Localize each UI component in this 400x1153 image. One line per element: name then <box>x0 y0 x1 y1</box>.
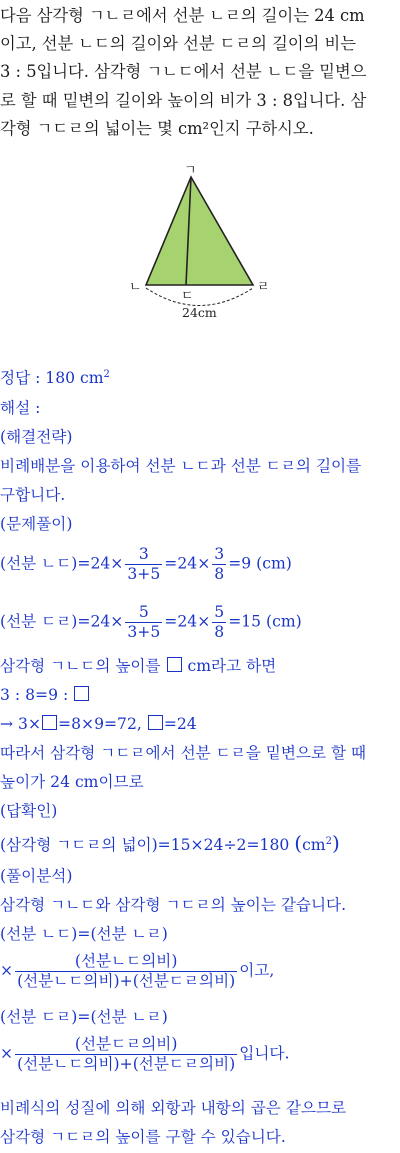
check-unit: cm <box>302 836 326 855</box>
explanation-label: 해설 : <box>0 399 41 417</box>
triangle-shape <box>146 177 253 285</box>
analysis-line-1: 삼각형 ㄱㄴㄷ와 삼각형 ㄱㄷㄹ의 높이는 같습니다. <box>0 896 347 914</box>
problem-line-1: 다음 삼각형 ㄱㄴㄹ에서 선분 ㄴㄹ의 길이는 24 cm <box>0 6 365 25</box>
eq2-num-2: 5 <box>214 603 225 621</box>
arrow-line <box>0 713 400 735</box>
check-paren-close: ) <box>331 831 340 856</box>
check-heading: (답확인) <box>0 802 58 820</box>
final-line-1: 비례식의 성질에 의해 외항과 내항의 곱은 같으므로 <box>0 1099 347 1117</box>
fraction-bc-den: (선분ㄴㄷ의비)+(선분ㄷㄹ의비) <box>17 972 236 990</box>
fraction-bc-num: (선분ㄴㄷ의비) <box>15 952 237 972</box>
eq1-fraction-2 <box>212 545 226 584</box>
eq2-fraction-2 <box>212 603 226 642</box>
check-paren-open: ( <box>294 831 303 856</box>
fraction-cd <box>15 1035 237 1074</box>
check-line <box>0 831 400 856</box>
problem-line-2: 이고, 선분 ㄴㄷ의 길이와 선분 ㄷㄹ의 길이의 비는 <box>0 34 356 53</box>
eq1-right: =9 (cm) <box>228 554 292 573</box>
fraction-cd-tail: 입니다. <box>239 1044 290 1063</box>
fraction-bc-line <box>0 952 400 991</box>
solution-heading: (문제풀이) <box>0 515 73 533</box>
segment-cd-line: (선분 ㄷㄹ)=(선분 ㄴㄹ) <box>0 1008 168 1026</box>
eq2-mid: =24× <box>164 612 211 631</box>
answer-label: 정답 : <box>0 369 46 388</box>
final-line-2: 삼각형 ㄱㄷㄹ의 높이를 구할 수 있습니다. <box>0 1128 286 1146</box>
answer-sup: 2 <box>103 369 110 380</box>
arrow-text-b: =8×9=72, <box>58 715 147 733</box>
blank-box <box>167 657 182 672</box>
eq2-fraction-1 <box>125 603 162 642</box>
vertex-mid-label: ㄷ <box>181 289 194 304</box>
strategy-line-1: 비례배분을 이용하여 선분 ㄴㄷ과 선분 ㄷㄹ의 길이를 <box>0 457 362 475</box>
fraction-cd-den: (선분ㄴㄷ의비)+(선분ㄷㄹ의비) <box>17 1055 236 1073</box>
blank-box <box>42 715 57 730</box>
eq2-left: (선분 ㄷㄹ)=24× <box>0 612 124 631</box>
eq1-den-1: 3+5 <box>127 565 161 583</box>
eq1-num-1: 3 <box>125 545 162 565</box>
blank-box <box>74 686 89 701</box>
answer-value: 180 cm <box>45 369 104 388</box>
fraction-bc-tail: 이고, <box>239 961 275 980</box>
eq2-den-2: 8 <box>214 623 225 641</box>
times-sign: × <box>0 961 14 980</box>
height-line <box>0 655 400 677</box>
eq2-den-1: 3+5 <box>127 623 161 641</box>
fraction-cd-line <box>0 1035 400 1074</box>
fraction-cd-num: (선분ㄷㄹ의비) <box>15 1035 237 1055</box>
therefore-line-2: 높이가 24 cm이므로 <box>0 773 144 791</box>
problem-line-3: 3 : 5입니다. 삼각형 ㄱㄴㄷ에서 선분 ㄴㄷ을 밑변으 <box>0 62 367 81</box>
equation-cd <box>0 603 400 642</box>
eq1-left: (선분 ㄴㄷ)=24× <box>0 554 124 573</box>
eq1-mid: =24× <box>164 554 211 573</box>
vertex-top-label: ㄱ <box>184 163 197 178</box>
strategy-heading: (해결전략) <box>0 428 73 446</box>
problem-line-4: 로 할 때 밑변의 길이와 높이의 비가 3 : 8입니다. 삼 <box>0 91 367 110</box>
eq1-fraction-1 <box>125 545 162 584</box>
segment-bc-line: (선분 ㄴㄷ)=(선분 ㄴㄹ) <box>0 925 168 943</box>
therefore-line-1: 따라서 삼각형 ㄱㄷㄹ에서 선분 ㄷㄹ을 밑변으로 할 때 <box>0 744 367 762</box>
eq2-right: =15 (cm) <box>228 612 302 631</box>
arrow-text-a: → 3× <box>0 715 42 733</box>
check-sup: 2 <box>325 836 332 847</box>
strategy-line-2: 구합니다. <box>0 486 66 504</box>
fraction-bc <box>15 952 237 991</box>
arrow-text-c: =24 <box>163 715 197 733</box>
ratio-line <box>0 684 400 706</box>
eq1-num-2: 3 <box>214 545 225 563</box>
vertex-left-label: ㄴ <box>129 280 142 295</box>
times-sign: × <box>0 1044 14 1063</box>
answer-line <box>0 364 400 389</box>
base-dimension-arc <box>146 288 253 306</box>
base-length-label: 24cm <box>182 305 217 320</box>
eq2-num-1: 5 <box>125 603 162 623</box>
ratio-text: 3 : 8=9 : <box>0 686 74 704</box>
triangle-figure <box>0 160 400 325</box>
height-text-a: 삼각형 ㄱㄴㄷ의 높이를 <box>0 657 166 675</box>
height-text-b: cm라고 하면 <box>182 657 277 675</box>
vertex-right-label: ㄹ <box>257 280 270 295</box>
check-text: (삼각형 ㄱㄷㄹ의 넓이)=15×24÷2=180 <box>0 836 295 855</box>
blank-box <box>148 715 163 730</box>
problem-line-5: 각형 ㄱㄷㄹ의 넓이는 몇 cm²인지 구하시오. <box>0 119 314 138</box>
equation-bc <box>0 545 400 584</box>
analysis-heading: (풀이분석) <box>0 867 73 885</box>
eq1-den-2: 8 <box>214 565 225 583</box>
